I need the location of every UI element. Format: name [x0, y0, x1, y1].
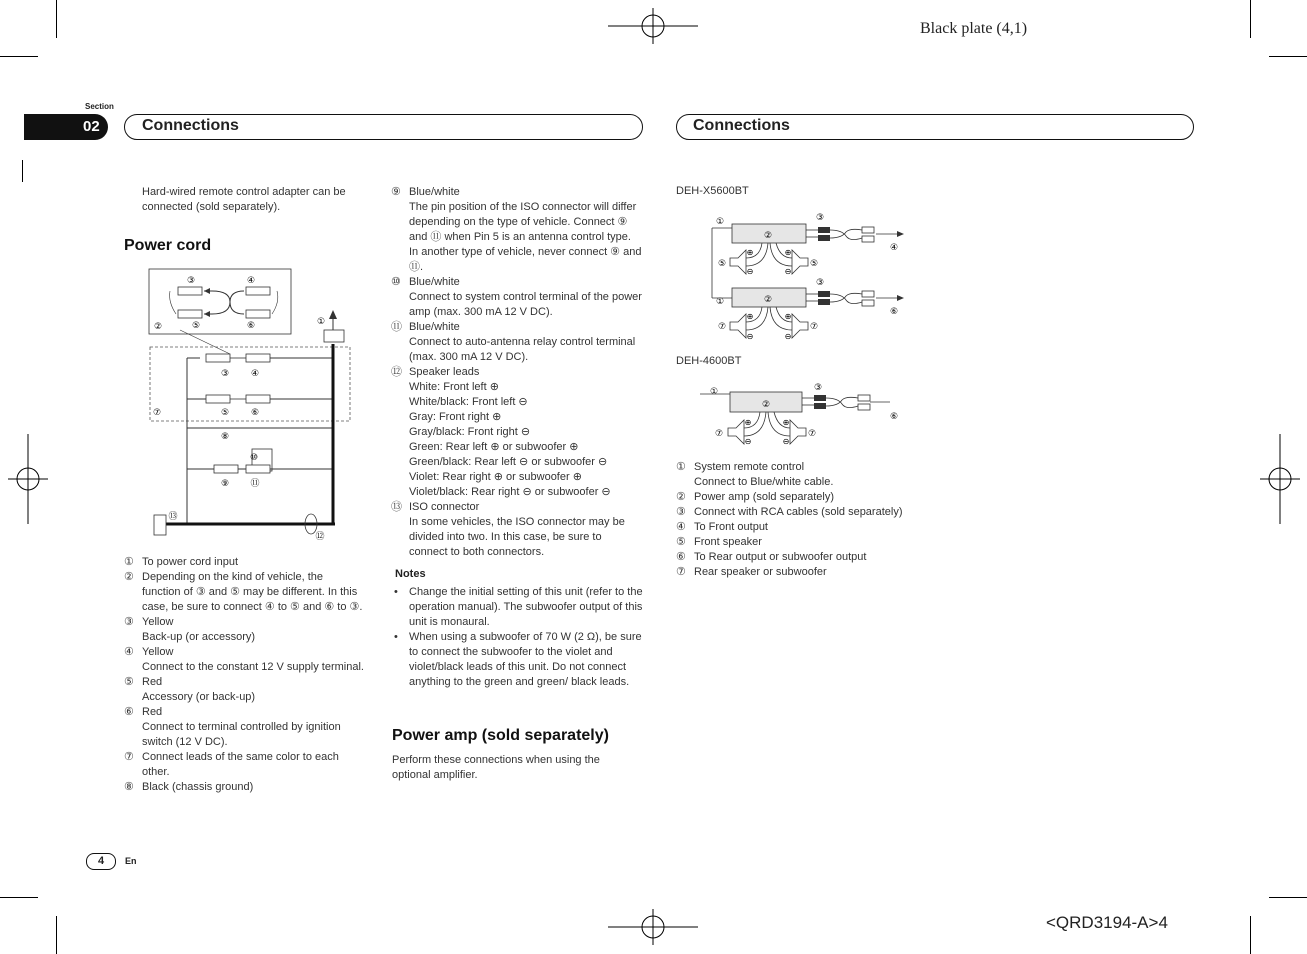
diagram-callout: ⑤ — [809, 259, 819, 269]
crop-mark — [1269, 897, 1307, 898]
diagram-callout: ① — [316, 317, 326, 327]
diagram-callout: ② — [763, 295, 773, 305]
diagram-callout: ④ — [250, 369, 260, 379]
list-item: ② Power amp (sold separately) — [676, 491, 835, 503]
crop-mark — [0, 897, 38, 898]
svg-text:⊕: ⊕ — [746, 312, 754, 321]
notes-list — [392, 585, 644, 690]
svg-text:⊕: ⊕ — [746, 248, 754, 257]
list-item: ③ Yellow Back-up (or accessory) — [124, 616, 256, 643]
diagram-callout: ④ — [889, 243, 899, 253]
diagram-callout: ① — [709, 387, 719, 397]
diagram-callout: ⑦ — [152, 408, 162, 418]
svg-text:⊖: ⊖ — [784, 332, 792, 341]
diagram-callout: ⑥ — [246, 321, 256, 331]
diagram-callout: ⑪ — [250, 479, 260, 489]
svg-text:⊕: ⊕ — [782, 418, 790, 427]
svg-text:⊖: ⊖ — [746, 267, 754, 276]
list-item: ⑥ To Rear output or subwoofer output — [676, 551, 867, 563]
amp-diagram-4600 — [700, 378, 910, 450]
list-item: ④ Yellow Connect to the constant 12 V supply terminal. — [124, 646, 364, 673]
amp-list — [676, 460, 936, 580]
diagram-callout: ② — [153, 322, 163, 332]
list-item: ⑤ Front speaker — [676, 536, 762, 548]
diagram-callout: ⑦ — [809, 322, 819, 332]
svg-text:⊕: ⊕ — [784, 248, 792, 257]
diagram-callout: ⑥ — [250, 408, 260, 418]
note-item: • When using a subwoofer of 70 W (2 Ω), be sure to connect the subwoofer to the violet and violet/black leads of this unit. Do not connect anything to the green and green/ black leads. — [392, 630, 644, 690]
diagram-callout: ⑧ — [220, 432, 230, 442]
plate-label: Black plate (4,1) — [920, 20, 1028, 37]
list-item: ⑩ Blue/white Connect to system control terminal of the power amp (max. 300 mA 12 V DC). — [391, 276, 642, 318]
list-item: ④ To Front output — [676, 521, 768, 533]
intro-text: Hard-wired remote control adapter can be connected (sold separately). — [142, 186, 346, 213]
list-item: ⑨ Blue/white The pin position of the ISO connector will differ depending on the type of vehicle. Connect ⑨ and ⑪ when Pin 5 is an antenna control type. In another type of vehicle, never connect ⑨ and ⑪. — [391, 186, 642, 273]
registration-mark — [608, 909, 698, 945]
diagram-callout: ⑦ — [714, 429, 724, 439]
list-item: ⑦ Rear speaker or subwoofer — [676, 566, 827, 578]
list-item: ⑧ Black (chassis ground) — [124, 781, 254, 793]
header-title-right: Connections — [693, 117, 790, 134]
diagram-callout: ③ — [815, 278, 825, 288]
diagram-callout: ⑦ — [717, 322, 727, 332]
diagram-callout: ⑤ — [191, 321, 201, 331]
diagram-callout: ④ — [246, 276, 256, 286]
svg-text:⊕: ⊕ — [744, 418, 752, 427]
diagram-callout: ① — [715, 217, 725, 227]
diagram-callout: ⑥ — [889, 412, 899, 422]
diagram-callout: ⑤ — [220, 408, 230, 418]
crop-mark — [1250, 0, 1251, 38]
power-amp-heading: Power amp (sold separately) — [392, 727, 609, 744]
list-item: ⑫ Speaker leads White: Front left ⊕ White/black: Front left ⊖ Gray: Front right ⊕ Gray/black: Front right ⊖ Green: Rear left ⊕ or subwoofer ⊕ Green/black: Rear left ⊖ or subwoofer ⊖ Violet: Rear right ⊕ or subwoofer ⊕ Violet/black: Rear right ⊖ or subwoofer ⊖ — [391, 366, 611, 498]
diagram-callout: ③ — [815, 213, 825, 223]
amp-diagram-x5600 — [700, 208, 910, 343]
diagram-callout: ⑤ — [717, 259, 727, 269]
diagram-callout: ② — [763, 231, 773, 241]
registration-mark — [608, 8, 698, 44]
section-label: Section — [85, 102, 114, 111]
diagram-callout: ⑨ — [220, 479, 230, 489]
language-label: En — [125, 856, 137, 866]
list-item: ⑬ ISO connector In some vehicles, the ISO connector may be divided into two. In this case, be sure to connect to both connectors. — [391, 501, 625, 558]
crop-mark — [1269, 56, 1307, 57]
power-cord-list — [124, 555, 364, 795]
diagram-callout: ② — [761, 400, 771, 410]
crop-mark — [56, 0, 57, 38]
crop-mark — [22, 160, 23, 182]
diagram-callout: ⑫ — [315, 532, 325, 542]
crop-mark — [56, 916, 57, 954]
diagram-callout: ③ — [220, 369, 230, 379]
svg-text:⊖: ⊖ — [744, 437, 752, 446]
power-amp-text: Perform these connections when using the optional amplifier. — [392, 754, 600, 781]
model-label: DEH-4600BT — [676, 355, 742, 367]
diagram-callout: ③ — [186, 276, 196, 286]
diagram-callout: ⑥ — [889, 307, 899, 317]
diagram-callout: ⑩ — [249, 453, 259, 463]
power-cord-diagram — [140, 262, 372, 547]
page-number: 4 — [86, 853, 116, 870]
list-item: ① System remote control Connect to Blue/white cable. — [676, 461, 834, 488]
wire-list — [391, 185, 643, 560]
header-title-left: Connections — [142, 117, 239, 134]
note-item: • Change the initial setting of this unit (refer to the operation manual). The subwoofer output of this unit is monaural. — [392, 585, 644, 630]
diagram-callout: ③ — [813, 383, 823, 393]
diagram-callout: ⑦ — [807, 429, 817, 439]
model-label: DEH-X5600BT — [676, 185, 749, 197]
crop-mark — [1250, 916, 1251, 954]
registration-mark — [8, 434, 48, 524]
crop-mark — [0, 56, 38, 57]
registration-mark — [1260, 434, 1300, 524]
list-item: ⑦ Connect leads of the same color to each other. — [124, 751, 339, 778]
diagram-callout: ⑬ — [168, 512, 178, 522]
list-item: ③ Connect with RCA cables (sold separately) — [676, 506, 903, 518]
list-item: ① To power cord input — [124, 556, 238, 568]
svg-text:⊖: ⊖ — [746, 332, 754, 341]
list-item: ⑥ Red Connect to terminal controlled by ignition switch (12 V DC). — [124, 706, 341, 748]
diagram-callout: ① — [715, 297, 725, 307]
power-cord-heading: Power cord — [124, 237, 212, 254]
list-item: ⑤ Red Accessory (or back-up) — [124, 676, 256, 703]
list-item: ⑪ Blue/white Connect to auto-antenna relay control terminal (max. 300 mA 12 V DC). — [391, 321, 636, 363]
svg-text:⊕: ⊕ — [784, 312, 792, 321]
notes-title: Notes — [395, 568, 426, 580]
section-number: 02 — [83, 118, 100, 135]
svg-text:⊖: ⊖ — [784, 267, 792, 276]
list-item: ② Depending on the kind of vehicle, the function of ③ and ⑤ may be different. In this case, be sure to connect ④ to ⑤ and ⑥ to ③. — [124, 571, 363, 613]
svg-text:⊖: ⊖ — [782, 437, 790, 446]
document-code: <QRD3194-A>4 — [1046, 913, 1168, 932]
